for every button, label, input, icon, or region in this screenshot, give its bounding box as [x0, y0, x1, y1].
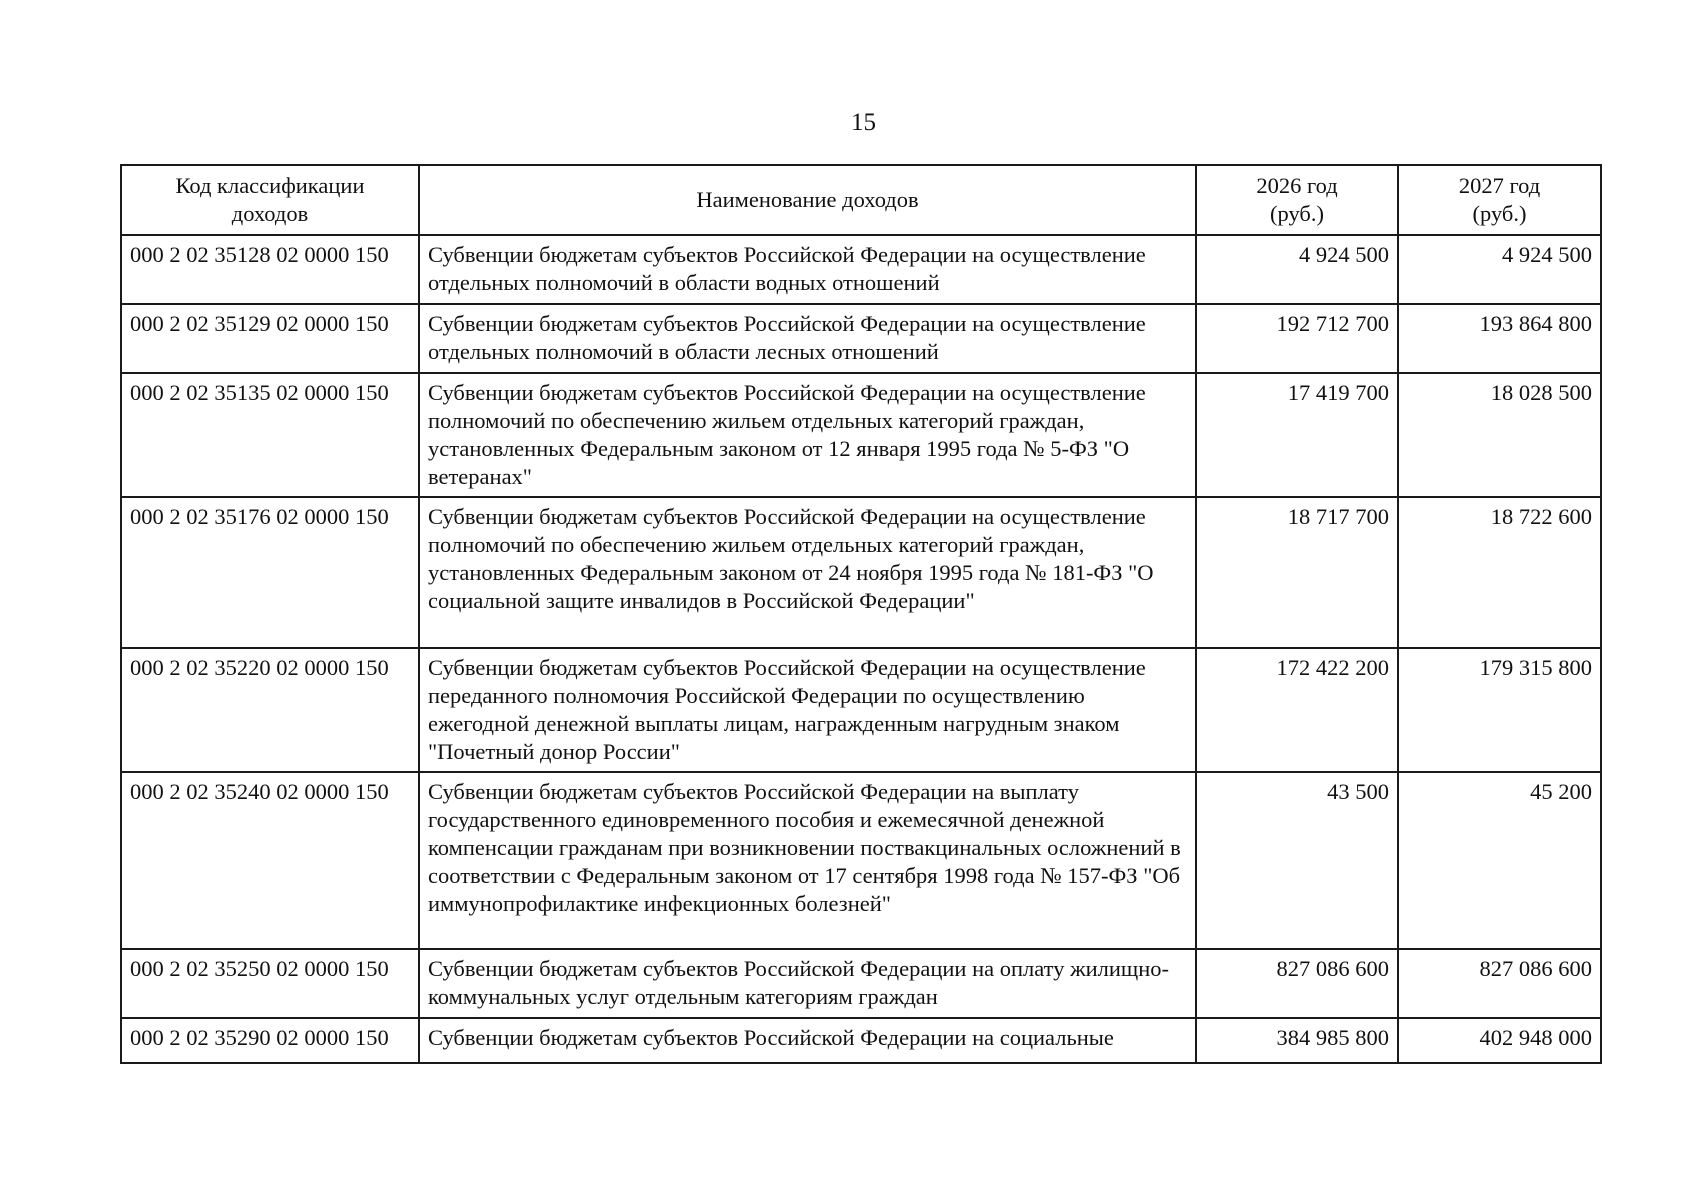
header-year-2027 [1398, 165, 1601, 235]
header-year-2026-line-2: (руб.) [1270, 201, 1324, 226]
row-amount-2027: 179 315 800 [1398, 648, 1601, 772]
row-amount-2026: 384 985 800 [1196, 1018, 1398, 1063]
row-code: 000 2 02 35135 02 0000 150 [121, 373, 419, 497]
row-amount-2026: 4 924 500 [1196, 235, 1398, 304]
row-name: Субвенции бюджетам субъектов Российской Федерации на выплату государственного единовременного пособия и ежемесячной денежной компенсации гражданам при возникновении поствакцинальных осложнений в соответствии с Федеральным законом от 17 сентября 1998 года № 157-ФЗ "Об иммунопрофилактике инфекционных болезней" [419, 772, 1196, 949]
header-year-2027-line-2: (руб.) [1472, 201, 1527, 226]
row-name: Субвенции бюджетам субъектов Российской Федерации на осуществление полномочий по обеспечению жильем отдельных категорий граждан, установленных Федеральным законом от 24 ноября 1995 года № 181-ФЗ "О социальной защите инвалидов в Российской Федерации" [419, 497, 1196, 648]
row-name: Субвенции бюджетам субъектов Российской Федерации на осуществление полномочий по обеспечению жильем отдельных категорий граждан, установленных Федеральным законом от 12 января 1995 года № 5-ФЗ "О ветеранах" [419, 373, 1196, 497]
row-code: 000 2 02 35250 02 0000 150 [121, 949, 419, 1018]
page-number: 15 [851, 109, 876, 136]
row-name: Субвенции бюджетам субъектов Российской Федерации на осуществление отдельных полномочий в области лесных отношений [419, 304, 1196, 373]
row-name: Субвенции бюджетам субъектов Российской Федерации на осуществление отдельных полномочий в области водных отношений [419, 235, 1196, 304]
table-header-row [121, 165, 1601, 235]
row-amount-2026: 43 500 [1196, 772, 1398, 949]
row-amount-2026: 192 712 700 [1196, 304, 1398, 373]
row-name: Субвенции бюджетам субъектов Российской Федерации на осуществление переданного полномочия Российской Федерации по осуществлению ежегодной денежной выплаты лицам, награжденным нагрудным знаком "Почетный донор России" [419, 648, 1196, 772]
table-row [121, 304, 1601, 373]
row-name: Субвенции бюджетам субъектов Российской Федерации на оплату жилищно-коммунальных услуг отдельным категориям граждан [419, 949, 1196, 1018]
table-row [121, 235, 1601, 304]
row-amount-2027: 18 722 600 [1398, 497, 1601, 648]
row-code: 000 2 02 35128 02 0000 150 [121, 235, 419, 304]
row-name: Субвенции бюджетам субъектов Российской Федерации на социальные [419, 1018, 1196, 1063]
table-row [121, 497, 1601, 648]
header-year-2026 [1196, 165, 1398, 235]
table-row [121, 648, 1601, 772]
table-row [121, 1018, 1601, 1063]
table-row [121, 772, 1601, 949]
row-code: 000 2 02 35129 02 0000 150 [121, 304, 419, 373]
header-year-2026-line-1: 2026 год [1256, 173, 1338, 198]
table-row [121, 373, 1601, 497]
row-amount-2027: 193 864 800 [1398, 304, 1601, 373]
row-code: 000 2 02 35240 02 0000 150 [121, 772, 419, 949]
row-amount-2026: 18 717 700 [1196, 497, 1398, 648]
revenue-table [120, 164, 1602, 1064]
header-code-line-1: Код классификации [175, 173, 365, 198]
row-code: 000 2 02 35220 02 0000 150 [121, 648, 419, 772]
header-year-2027-line-1: 2027 год [1458, 173, 1541, 198]
row-amount-2027: 18 028 500 [1398, 373, 1601, 497]
row-amount-2027: 402 948 000 [1398, 1018, 1601, 1063]
header-code-line-2: доходов [231, 201, 309, 226]
table-row [121, 949, 1601, 1018]
row-amount-2026: 172 422 200 [1196, 648, 1398, 772]
row-amount-2027: 4 924 500 [1398, 235, 1601, 304]
row-code: 000 2 02 35290 02 0000 150 [121, 1018, 419, 1063]
row-amount-2026: 17 419 700 [1196, 373, 1398, 497]
row-amount-2026: 827 086 600 [1196, 949, 1398, 1018]
row-amount-2027: 827 086 600 [1398, 949, 1601, 1018]
row-amount-2027: 45 200 [1398, 772, 1601, 949]
row-code: 000 2 02 35176 02 0000 150 [121, 497, 419, 648]
header-code [121, 165, 419, 235]
header-name: Наименование доходов [419, 165, 1196, 235]
